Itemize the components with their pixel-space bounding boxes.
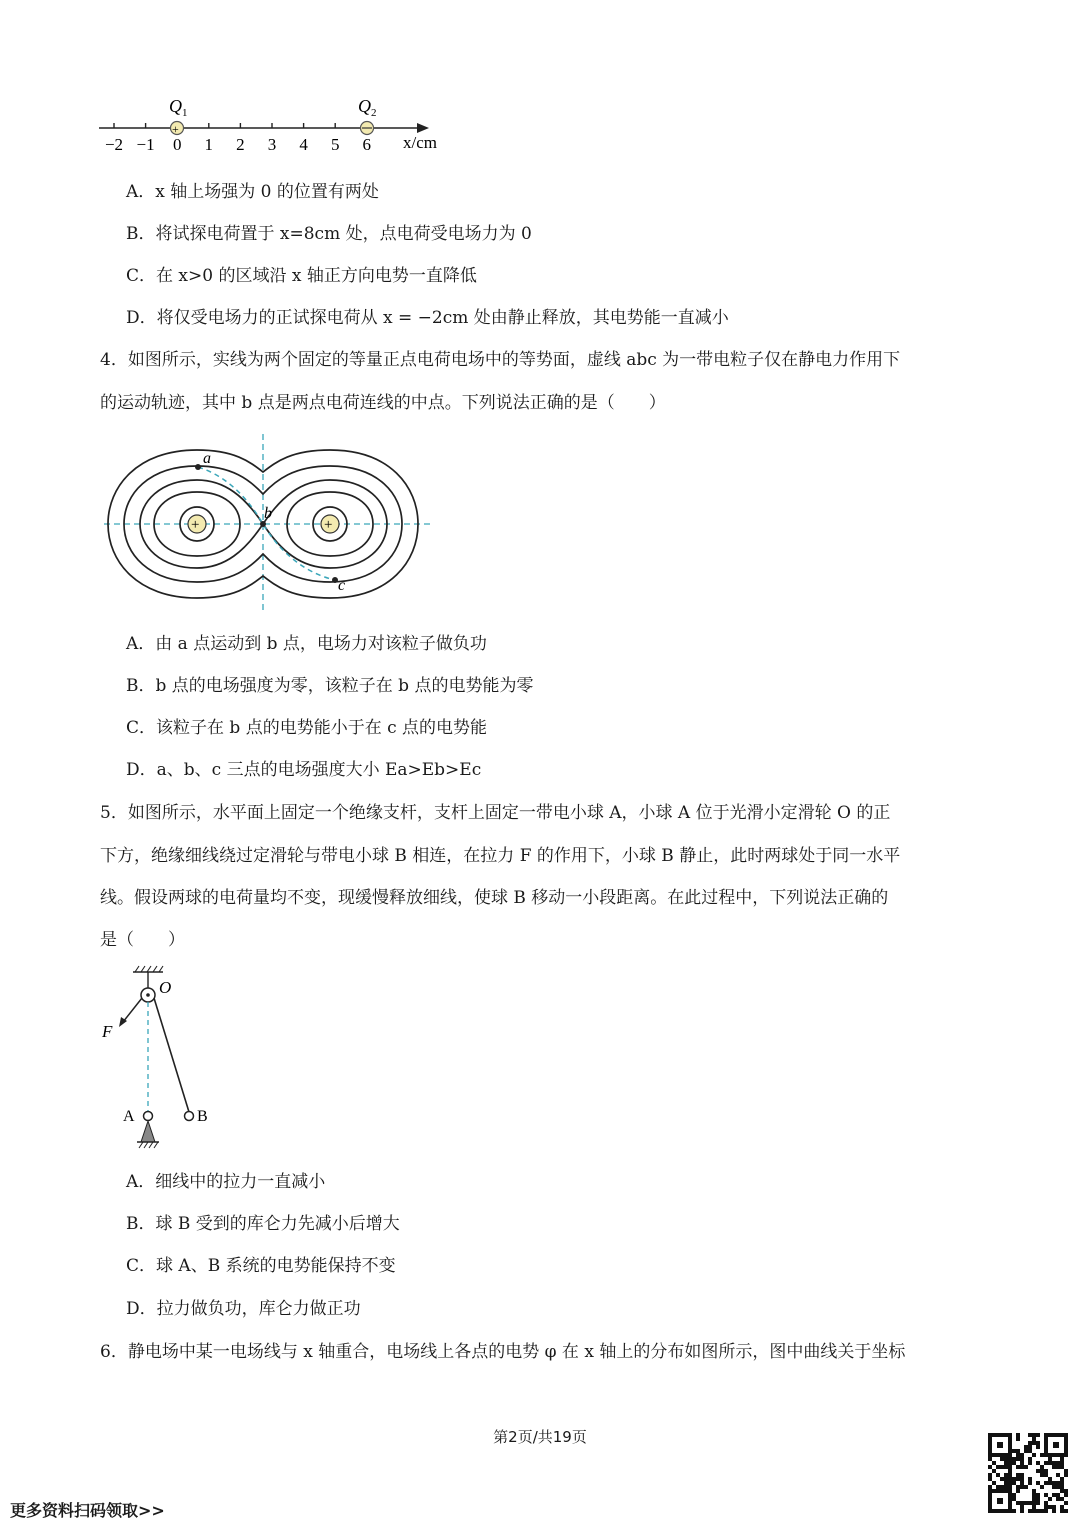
q4-stem-line-2: 的运动轨迹，其中 b 点是两点电荷连线的中点。下列说法正确的是（ ） xyxy=(100,393,666,413)
ball-A xyxy=(144,1112,153,1121)
rope-to-B xyxy=(154,998,189,1112)
q5-option-b: B．球 B 受到的库仑力先减小后增大 xyxy=(126,1214,400,1234)
axis-tick-label: −1 xyxy=(136,135,155,154)
qr-code-icon[interactable] xyxy=(988,1433,1068,1513)
ball-B xyxy=(185,1112,194,1121)
q1-plus-icon: + xyxy=(172,122,179,136)
point-a xyxy=(195,464,201,470)
label-b: b xyxy=(264,505,272,522)
right-plus-icon: + xyxy=(324,517,333,533)
axis-tick-label: 0 xyxy=(172,135,182,154)
q5-stem-line-2: 下方，绝缘细线绕过定滑轮与带电小球 B 相连，在拉力 F 的作用下，小球 B 静止，此时两球处于同一水平 xyxy=(100,846,901,866)
axis-unit-label: x/cm xyxy=(403,133,437,152)
label-O: O xyxy=(159,978,172,997)
q5-stem-line-3: 线。假设两球的电荷量均不变，现缓慢释放细线，使球 B 移动一小段距离。在此过程中，下列说法正确的 xyxy=(100,888,889,908)
q3-option-a: A．x 轴上场强为 0 的位置有两处 xyxy=(126,182,379,202)
axis-tick-label: 1 xyxy=(204,135,214,154)
q4-stem-line-1: 4．如图所示，实线为两个固定的等量正点电荷电场中的等势面，虚线 abc 为一带电粒子仅在静电力作用下 xyxy=(100,350,901,370)
pull-rope xyxy=(123,998,142,1022)
pulley-figure xyxy=(95,962,235,1162)
q4-option-d: D．a、b、c 三点的电场强度大小 Ea>Eb>Ec xyxy=(126,760,482,780)
q4-option-b: B．b 点的电场强度为零，该粒子在 b 点的电势能为零 xyxy=(126,676,534,696)
label-F: F xyxy=(102,1022,113,1041)
axis-tick-label: 2 xyxy=(236,135,245,154)
axis-tick-label: 5 xyxy=(330,135,340,154)
q5-option-a: A．细线中的拉力一直减小 xyxy=(126,1172,326,1192)
q5-stem-line-1: 5．如图所示，水平面上固定一个绝缘支杆，支杆上固定一带电小球 A，小球 A 位于光滑小定滑轮 O 的正 xyxy=(100,803,891,823)
ceiling-hatch xyxy=(135,966,163,972)
label-a: a xyxy=(203,450,211,467)
label-c: c xyxy=(338,577,346,594)
q6-stem-line-1: 6．静电场中某一电场线与 x 轴重合，电场线上各点的电势 φ 在 x 轴上的分布如图所示，图中曲线关于坐标 xyxy=(100,1342,906,1362)
ground-hatch xyxy=(139,1142,158,1148)
number-line-figure xyxy=(95,92,455,164)
q3-option-c: C．在 x>0 的区域沿 x 轴正方向电势一直降低 xyxy=(126,266,477,286)
support-stand-icon xyxy=(141,1121,155,1142)
q2-label: $Q_2$ xyxy=(358,96,377,119)
axis-tick-label: 6 xyxy=(362,135,372,154)
q1-label: $Q_1$ xyxy=(169,96,188,119)
q3-option-d: D．将仅受电场力的正试探电荷从 x = −2cm 处由静止释放，其电势能一直减小 xyxy=(126,308,729,328)
q5-option-c: C．球 A、B 系统的电势能保持不变 xyxy=(126,1256,396,1276)
page-number: 第2页/共19页 xyxy=(493,1428,587,1446)
q3-option-b: B．将试探电荷置于 x=8cm 处，点电荷受电场力为 0 xyxy=(126,224,532,244)
q4-option-a: A．由 a 点运动到 b 点，电场力对该粒子做负功 xyxy=(126,634,487,654)
left-plus-icon: + xyxy=(191,517,200,533)
axis-tick-label: −2 xyxy=(104,135,124,154)
q5-stem-line-4: 是（ ） xyxy=(100,930,185,950)
equipotential-figure xyxy=(100,432,440,612)
q4-option-c: C．该粒子在 b 点的电势能小于在 c 点的电势能 xyxy=(126,718,488,738)
axis-arrow-icon xyxy=(417,123,429,133)
label-B: B xyxy=(197,1108,208,1125)
label-A: A xyxy=(123,1108,135,1125)
axis-tick-label: 4 xyxy=(299,135,308,154)
axis-tick-label: 3 xyxy=(267,135,277,154)
more-resources-link[interactable]: 更多资料扫码领取>> xyxy=(10,1501,165,1520)
q5-option-d: D．拉力做负功，库仑力做正功 xyxy=(126,1299,361,1319)
